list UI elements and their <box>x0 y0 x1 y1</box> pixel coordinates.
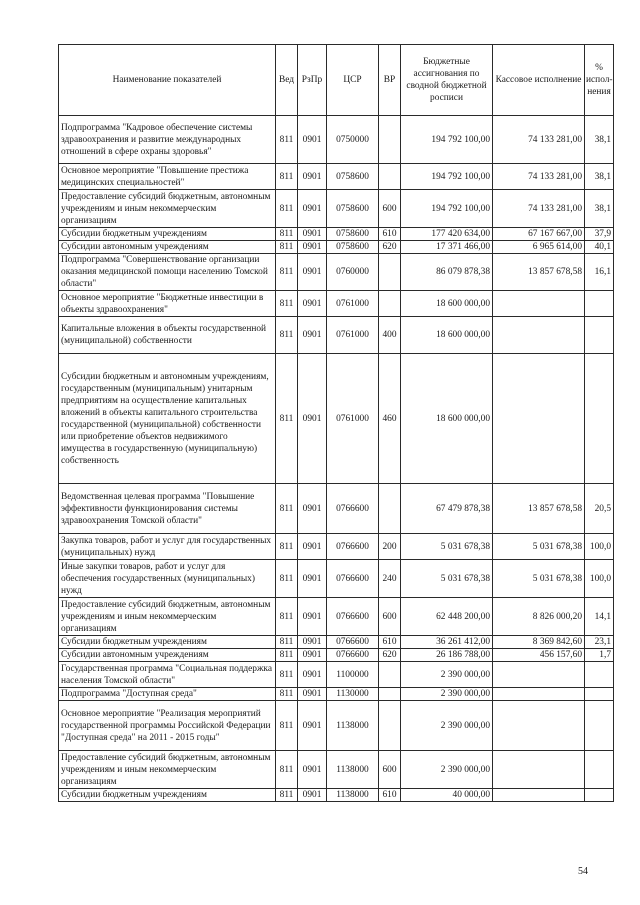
cell-vr <box>379 701 401 751</box>
cell-cash: 74 133 281,00 <box>493 164 585 190</box>
table-row <box>59 190 614 228</box>
cell-ved: 811 <box>276 662 298 688</box>
cell-ved: 811 <box>276 354 298 484</box>
cell-cash: 13 857 678,58 <box>493 254 585 291</box>
cell-vr: 400 <box>379 317 401 354</box>
cell-pct: 23,1 <box>585 636 614 649</box>
cell-ved: 811 <box>276 116 298 164</box>
cell-rzpr: 0901 <box>298 228 327 241</box>
table-row <box>59 649 614 662</box>
cell-vr: 610 <box>379 789 401 802</box>
cell-ved: 811 <box>276 254 298 291</box>
cell-rzpr: 0901 <box>298 598 327 636</box>
cell-cash: 74 133 281,00 <box>493 116 585 164</box>
table-row <box>59 688 614 701</box>
cell-pct <box>585 688 614 701</box>
cell-ved: 811 <box>276 484 298 534</box>
table-row <box>59 701 614 751</box>
cell-assign: 86 079 878,38 <box>401 254 493 291</box>
cell-pct <box>585 354 614 484</box>
cell-csr: 0761000 <box>327 354 379 484</box>
cell-csr: 1138000 <box>327 701 379 751</box>
cell-ved: 811 <box>276 317 298 354</box>
cell-rzpr: 0901 <box>298 291 327 317</box>
table-row <box>59 484 614 534</box>
cell-rzpr: 0901 <box>298 254 327 291</box>
cell-name: Закупка товаров, работ и услуг для государственных (муниципальных) нужд <box>59 534 276 560</box>
cell-rzpr: 0901 <box>298 241 327 254</box>
cell-name: Предоставление субсидий бюджетным, автономным учреждениям и иным некоммерческим организациям <box>59 190 276 228</box>
table-row <box>59 789 614 802</box>
cell-assign: 36 261 412,00 <box>401 636 493 649</box>
cell-rzpr: 0901 <box>298 354 327 484</box>
cell-vr: 460 <box>379 354 401 484</box>
table-row <box>59 254 614 291</box>
budget-table <box>58 44 614 802</box>
cell-csr: 0758600 <box>327 190 379 228</box>
table-row <box>59 354 614 484</box>
cell-vr: 200 <box>379 534 401 560</box>
cell-rzpr: 0901 <box>298 636 327 649</box>
cell-cash <box>493 354 585 484</box>
cell-name: Подпрограмма "Кадровое обеспечение системы здравоохранения и развитие международных отношений в сфере охраны здоровья" <box>59 116 276 164</box>
cell-pct: 100,0 <box>585 534 614 560</box>
cell-rzpr: 0901 <box>298 701 327 751</box>
cell-rzpr: 0901 <box>298 116 327 164</box>
cell-rzpr: 0901 <box>298 662 327 688</box>
cell-name: Капитальные вложения в объекты государственной (муниципальной) собственности <box>59 317 276 354</box>
cell-pct: 14,1 <box>585 598 614 636</box>
cell-assign: 62 448 200,00 <box>401 598 493 636</box>
table-header-row <box>59 45 614 116</box>
cell-vr: 600 <box>379 598 401 636</box>
cell-vr: 240 <box>379 560 401 598</box>
cell-name: Основное мероприятие "Бюджетные инвестиции в объекты здравоохранения" <box>59 291 276 317</box>
cell-rzpr: 0901 <box>298 534 327 560</box>
cell-csr: 0758600 <box>327 241 379 254</box>
cell-rzpr: 0901 <box>298 190 327 228</box>
cell-name: Иные закупки товаров, работ и услуг для обеспечения государственных (муниципальных) нужд <box>59 560 276 598</box>
cell-rzpr: 0901 <box>298 649 327 662</box>
cell-csr: 0760000 <box>327 254 379 291</box>
cell-name: Предоставление субсидий бюджетным, автономным учреждениям и иным некоммерческим организациям <box>59 598 276 636</box>
cell-pct <box>585 317 614 354</box>
cell-rzpr: 0901 <box>298 789 327 802</box>
cell-assign: 17 371 466,00 <box>401 241 493 254</box>
cell-cash: 8 369 842,60 <box>493 636 585 649</box>
cell-vr: 610 <box>379 228 401 241</box>
cell-csr: 1138000 <box>327 789 379 802</box>
cell-assign: 18 600 000,00 <box>401 291 493 317</box>
cell-pct <box>585 291 614 317</box>
cell-cash: 8 826 000,20 <box>493 598 585 636</box>
cell-assign: 194 792 100,00 <box>401 190 493 228</box>
cell-pct <box>585 751 614 789</box>
cell-rzpr: 0901 <box>298 317 327 354</box>
cell-csr: 0766600 <box>327 534 379 560</box>
cell-ved: 811 <box>276 789 298 802</box>
cell-assign: 18 600 000,00 <box>401 317 493 354</box>
header-ved: Вед <box>276 45 298 116</box>
cell-name: Ведомственная целевая программа "Повышение эффективности функционирования системы здравоохранения Томской области" <box>59 484 276 534</box>
cell-assign: 2 390 000,00 <box>401 662 493 688</box>
cell-csr: 0766600 <box>327 636 379 649</box>
cell-assign: 5 031 678,38 <box>401 560 493 598</box>
page-number: 54 <box>578 866 588 877</box>
table-row <box>59 317 614 354</box>
cell-name: Субсидии бюджетным и автономным учреждениям, государственным (муниципальным) унитарным предприятиям на осуществление капитальных вложений в объекты капитального строительства государственной (муниципальной) собственности или приобретение объектов недвижимого имущества в государственную (муниципальную) собственность <box>59 354 276 484</box>
cell-pct: 38,1 <box>585 190 614 228</box>
cell-cash: 456 157,60 <box>493 649 585 662</box>
cell-name: Субсидии бюджетным учреждениям <box>59 636 276 649</box>
cell-csr: 0758600 <box>327 164 379 190</box>
cell-assign: 26 186 788,00 <box>401 649 493 662</box>
cell-assign: 18 600 000,00 <box>401 354 493 484</box>
table-row <box>59 228 614 241</box>
table-row <box>59 164 614 190</box>
cell-cash: 5 031 678,38 <box>493 560 585 598</box>
cell-name: Подпрограмма "Доступная среда" <box>59 688 276 701</box>
cell-name: Государственная программа "Социальная поддержка населения Томской области" <box>59 662 276 688</box>
cell-vr <box>379 484 401 534</box>
cell-rzpr: 0901 <box>298 560 327 598</box>
cell-ved: 811 <box>276 534 298 560</box>
cell-csr: 0750000 <box>327 116 379 164</box>
cell-csr: 0766600 <box>327 484 379 534</box>
header-rzpr: РзПр <box>298 45 327 116</box>
table-row <box>59 241 614 254</box>
cell-ved: 811 <box>276 241 298 254</box>
cell-csr: 0761000 <box>327 317 379 354</box>
cell-assign: 5 031 678,38 <box>401 534 493 560</box>
header-name: Наименование показателей <box>59 45 276 116</box>
cell-cash: 5 031 678,38 <box>493 534 585 560</box>
cell-ved: 811 <box>276 291 298 317</box>
table-row <box>59 751 614 789</box>
cell-pct <box>585 701 614 751</box>
cell-ved: 811 <box>276 688 298 701</box>
cell-rzpr: 0901 <box>298 751 327 789</box>
cell-assign: 194 792 100,00 <box>401 116 493 164</box>
cell-assign: 2 390 000,00 <box>401 701 493 751</box>
cell-pct <box>585 789 614 802</box>
cell-rzpr: 0901 <box>298 164 327 190</box>
cell-cash <box>493 701 585 751</box>
table-row <box>59 636 614 649</box>
cell-ved: 811 <box>276 164 298 190</box>
cell-pct: 100,0 <box>585 560 614 598</box>
cell-cash <box>493 317 585 354</box>
cell-csr: 0766600 <box>327 649 379 662</box>
cell-ved: 811 <box>276 560 298 598</box>
cell-cash <box>493 751 585 789</box>
cell-assign: 2 390 000,00 <box>401 751 493 789</box>
cell-name: Подпрограмма "Совершенствование организации оказания медицинской помощи населению Томской области" <box>59 254 276 291</box>
cell-pct: 16,1 <box>585 254 614 291</box>
cell-cash: 6 965 614,00 <box>493 241 585 254</box>
cell-assign: 2 390 000,00 <box>401 688 493 701</box>
table-row <box>59 534 614 560</box>
cell-vr <box>379 291 401 317</box>
cell-assign: 177 420 634,00 <box>401 228 493 241</box>
cell-cash <box>493 291 585 317</box>
cell-vr <box>379 662 401 688</box>
cell-pct: 20,5 <box>585 484 614 534</box>
cell-csr: 0758600 <box>327 228 379 241</box>
cell-csr: 0766600 <box>327 598 379 636</box>
header-cash: Кассовое исполнение <box>493 45 585 116</box>
cell-ved: 811 <box>276 228 298 241</box>
cell-cash: 13 857 678,58 <box>493 484 585 534</box>
cell-name: Основное мероприятие "Повышение престижа медицинских специальностей" <box>59 164 276 190</box>
cell-name: Субсидии автономным учреждениям <box>59 241 276 254</box>
cell-assign: 40 000,00 <box>401 789 493 802</box>
table-row <box>59 560 614 598</box>
cell-csr: 1100000 <box>327 662 379 688</box>
cell-cash: 67 167 667,00 <box>493 228 585 241</box>
cell-pct: 37,9 <box>585 228 614 241</box>
cell-pct: 38,1 <box>585 116 614 164</box>
cell-ved: 811 <box>276 636 298 649</box>
cell-cash: 74 133 281,00 <box>493 190 585 228</box>
cell-csr: 0766600 <box>327 560 379 598</box>
cell-ved: 811 <box>276 598 298 636</box>
cell-assign: 67 479 878,38 <box>401 484 493 534</box>
table-row <box>59 291 614 317</box>
cell-pct: 40,1 <box>585 241 614 254</box>
cell-vr: 600 <box>379 190 401 228</box>
cell-csr: 0761000 <box>327 291 379 317</box>
cell-vr <box>379 254 401 291</box>
table-row <box>59 662 614 688</box>
cell-ved: 811 <box>276 649 298 662</box>
cell-pct: 1,7 <box>585 649 614 662</box>
table-row <box>59 116 614 164</box>
cell-csr: 1130000 <box>327 688 379 701</box>
cell-name: Субсидии бюджетным учреждениям <box>59 789 276 802</box>
cell-cash <box>493 662 585 688</box>
cell-name: Предоставление субсидий бюджетным, автономным учреждениям и иным некоммерческим организациям <box>59 751 276 789</box>
cell-name: Основное мероприятие "Реализация мероприятий государственной программы Российской Федерации "Доступная среда" на 2011 - 2015 годы" <box>59 701 276 751</box>
cell-ved: 811 <box>276 751 298 789</box>
cell-assign: 194 792 100,00 <box>401 164 493 190</box>
cell-cash <box>493 688 585 701</box>
cell-vr: 620 <box>379 649 401 662</box>
cell-ved: 811 <box>276 190 298 228</box>
cell-ved: 811 <box>276 701 298 751</box>
header-csr: ЦСР <box>327 45 379 116</box>
cell-csr: 1138000 <box>327 751 379 789</box>
cell-vr: 610 <box>379 636 401 649</box>
cell-vr <box>379 116 401 164</box>
cell-rzpr: 0901 <box>298 688 327 701</box>
header-pct: % испол-нения <box>585 45 614 116</box>
table-row <box>59 598 614 636</box>
cell-pct: 38,1 <box>585 164 614 190</box>
cell-vr <box>379 688 401 701</box>
cell-name: Субсидии автономным учреждениям <box>59 649 276 662</box>
header-vr: ВР <box>379 45 401 116</box>
cell-pct <box>585 662 614 688</box>
cell-vr <box>379 164 401 190</box>
header-assign: Бюджетные ассигнования по сводной бюджетной росписи <box>401 45 493 116</box>
cell-rzpr: 0901 <box>298 484 327 534</box>
cell-vr: 620 <box>379 241 401 254</box>
cell-vr: 600 <box>379 751 401 789</box>
cell-name: Субсидии бюджетным учреждениям <box>59 228 276 241</box>
cell-cash <box>493 789 585 802</box>
